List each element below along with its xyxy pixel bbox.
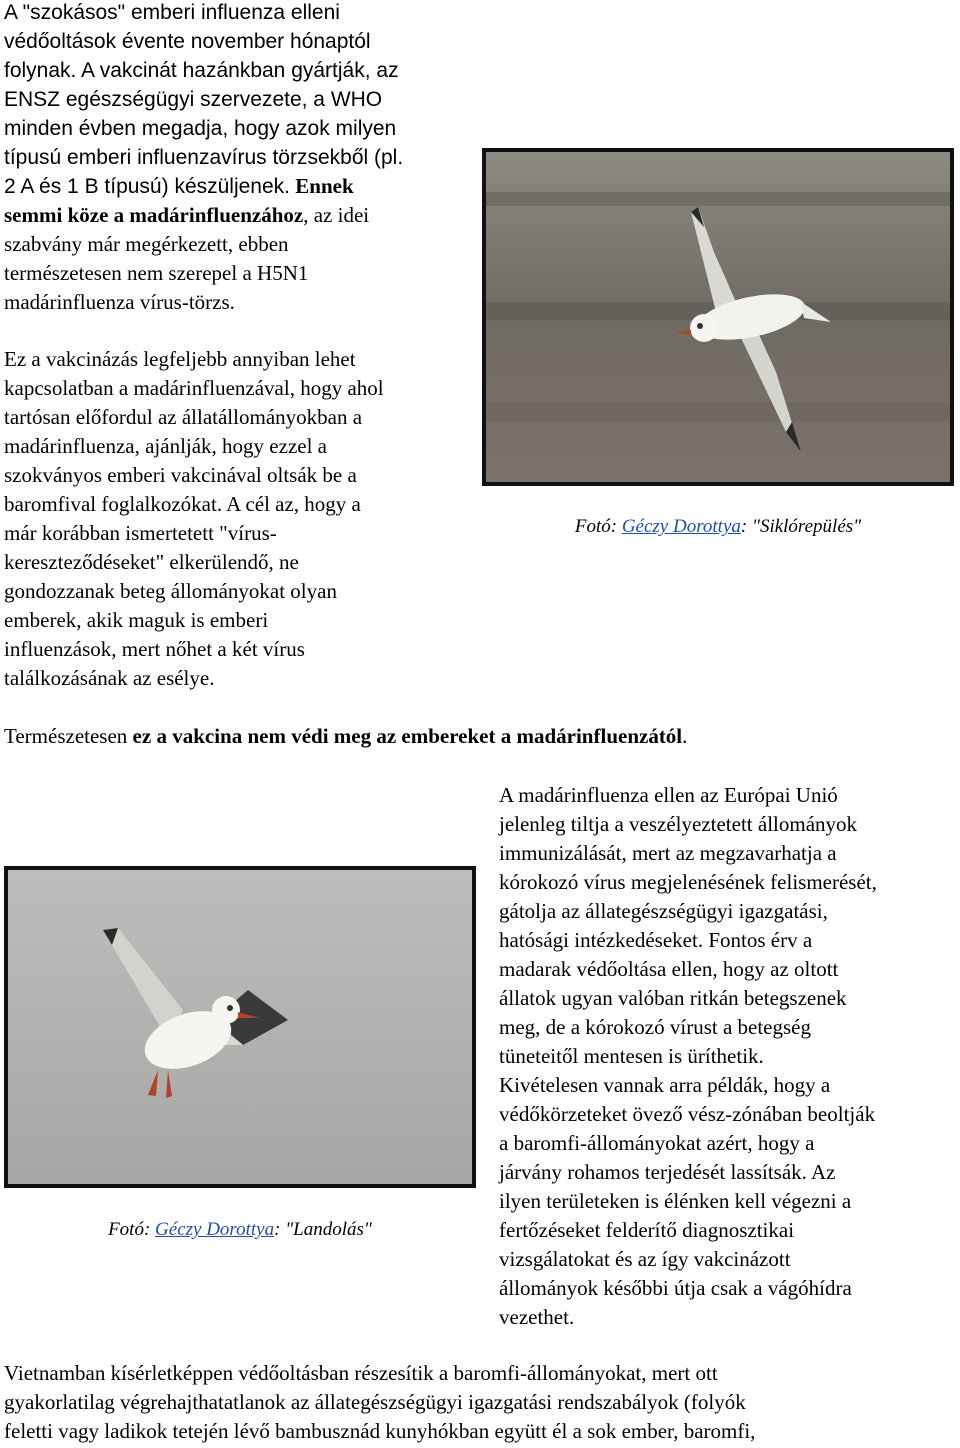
photo1-author-link[interactable]: Géczy Dorottya: [621, 516, 741, 537]
vaccination-paragraph: Ez a vakcinázás legfeljebb annyiban lehet kapcsolatban a madárinfluenzával, hogy ahol tartósan előfordul az állatállományokban a madárinfluenza, ajánlják, hogy ezzel a szokványos emberi vakcinával oltsák be a baromfival foglalkozókat. A cél az, hogy a már korábban ismertetett "vírus- kereszteződéseket" elkerülendő, ne gondozzanak beteg állományokat olyan emberek, akik maguk is emberi influenzások, mert nőhet a két vírus találkozásának az esélye.: [4, 347, 384, 690]
intro-text-part2: , az idei szabvány már megérkezett, ebben természetesen nem szerepel a H5N1 madárinfluenza vírus-törzs.: [4, 203, 370, 314]
photo1-caption-prefix: Fotó:: [574, 516, 622, 537]
photo1-caption: [482, 515, 954, 539]
photo2-caption-suffix: : "Landolás": [274, 1219, 372, 1240]
summary-suffix: .: [682, 724, 688, 748]
summary-prefix: Természetesen: [4, 724, 133, 748]
vietnam-paragraph: Vietnamban kísérletképpen védőoltásban részesítik a baromfi-állományokat, mert ott gyakorlatilag végrehajthatatlanok az állategészségügyi igazgatási rendszabályok (folyók feletti vagy ladikok tetején lévő bambusznád kunyhókban együtt él a sok ember, baromfi,: [4, 1361, 756, 1443]
summary-line: [4, 722, 954, 751]
intro-paragraph: [4, 0, 474, 317]
intro-text-part1: A "szokásos" emberi influenza elleni védőoltások évente november hónaptól folynak. A vakcinát hazánkban gyártják, az ENSZ egészségügyi szervezete, a WHO minden évben megadja, hogy azok milyen típusú emberi influenzavírus törzsekből (pl. 2 A és 1 B típusú) készüljenek.: [4, 1, 404, 198]
photo2-caption-prefix: Fotó:: [108, 1219, 156, 1240]
intro-bold-text: Ennek semmi köze a madárinfluenzához: [4, 174, 354, 227]
photo2-caption: [4, 1218, 476, 1242]
landing-gull-photo: [4, 866, 476, 1188]
photo1-caption-suffix: : "Siklórepülés": [740, 516, 862, 537]
photo2-author-link[interactable]: Géczy Dorottya: [155, 1219, 275, 1240]
summary-bold: ez a vakcina nem védi meg az embereket a madárinfluenzától: [132, 724, 683, 748]
flying-gull-photo: [482, 148, 954, 486]
eu-paragraph: A madárinfluenza ellen az Európai Unió jelenleg tiltja a veszélyeztetett állományok immunizálását, mert az megzavarhatja a kórokozó vírus megjelenésének felismerését, gátolja az állategészségügyi igazgatási, hatósági intézkedéseket. Fontos érv a madarak védőoltása ellen, hogy az oltott állatok ugyan valóban ritkán betegszenek meg, de a kórokozó vírust a betegség tüneteitől mentesen is üríthetik. Kivételesen vannak arra példák, hogy a védőkörzeteket övező vész-zónában beoltják a baromfi-állományokat azért, hogy a járvány rohamos terjedését lassítsák. Az ilyen területeken is élénken kell végezni a fertőzéseket felderítő diagnosztikai vizsgálatokat és az így vakcinázott állományok későbbi útja csak a vágóhídra vezethet.: [499, 783, 877, 1329]
